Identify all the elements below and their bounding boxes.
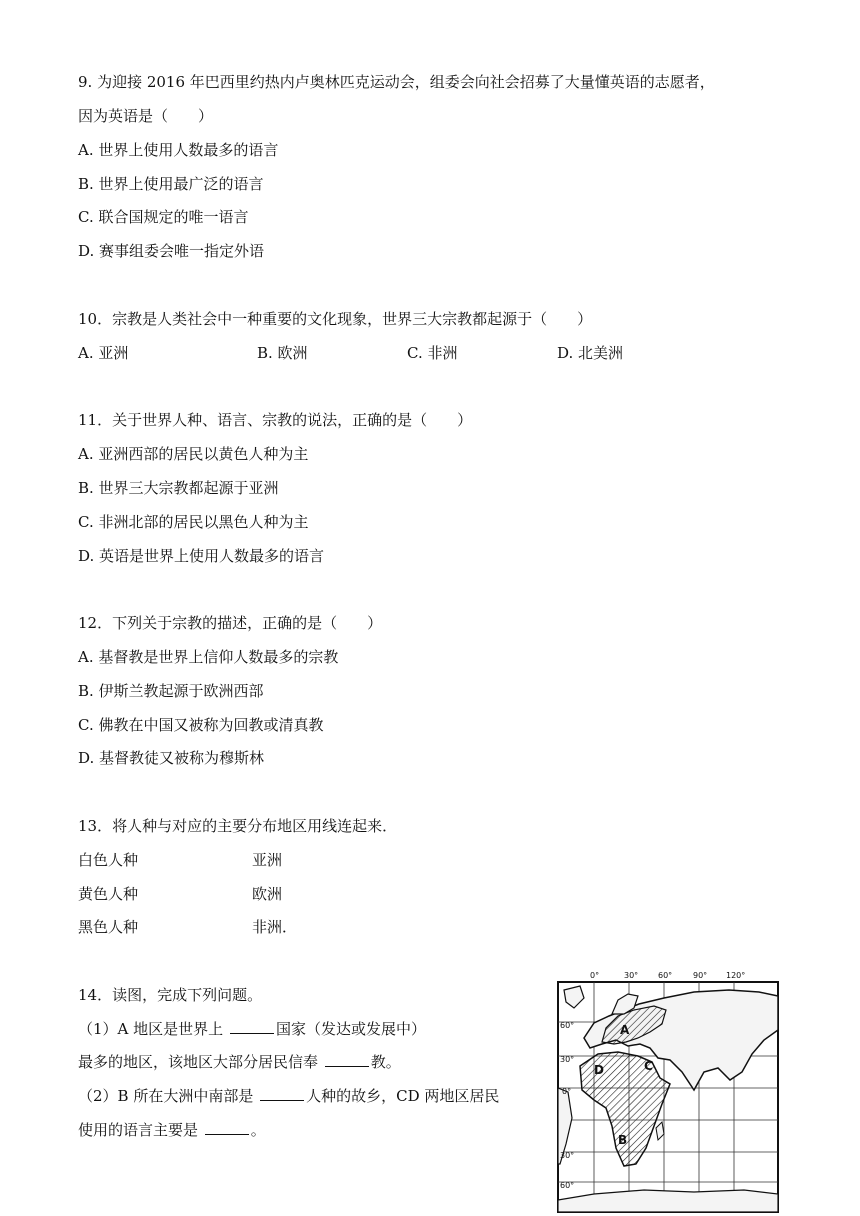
lon-label-120: 120° <box>726 971 746 980</box>
q12-option-c: C. 佛教在中国又被称为回教或清真教 <box>78 716 324 734</box>
q11-option-c: C. 非洲北部的居民以黑色人种为主 <box>78 513 309 531</box>
map-label-b: B <box>618 1133 628 1147</box>
lon-label-90: 90° <box>693 971 708 980</box>
q13-region-africa: 非洲． <box>252 918 298 936</box>
q14-part1-line2 <box>78 1052 401 1072</box>
q14-blank-2[interactable] <box>325 1052 369 1067</box>
q14-p2-text-c: 使用的语言主要是 <box>78 1121 199 1139</box>
q13-race-yellow: 黄色人种 <box>78 885 139 903</box>
q14-part2-line1 <box>78 1086 499 1106</box>
lat-label-60n: 60° <box>560 1021 575 1030</box>
q14-stem: 14．读图，完成下列问题。 <box>78 986 263 1004</box>
q13-race-black: 黑色人种 <box>78 918 139 936</box>
q11-option-a: A. 亚洲西部的居民以黄色人种为主 <box>78 445 309 463</box>
q11-option-b: B. 世界三大宗教都起源于亚洲 <box>78 479 279 497</box>
lat-label-0: 0° <box>562 1087 572 1096</box>
q9-option-a: A. 世界上使用人数最多的语言 <box>78 141 279 159</box>
q13-race-white: 白色人种 <box>78 851 139 869</box>
lat-label-30s: 30° <box>560 1151 575 1160</box>
q14-blank-3[interactable] <box>260 1086 304 1101</box>
q14-p1-text-b: 国家（发达或发展中） <box>275 1020 426 1038</box>
q10-option-c: C. 非洲 <box>407 344 458 362</box>
q9-option-b: B. 世界上使用最广泛的语言 <box>78 175 264 193</box>
lon-label-0: 0° <box>590 971 600 980</box>
q12-option-d: D. 基督教徒又被称为穆斯林 <box>78 749 265 767</box>
q12-option-b: B. 伊斯兰教起源于欧洲西部 <box>78 682 264 700</box>
q13-region-asia: 亚洲 <box>252 851 283 869</box>
q14-blank-1[interactable] <box>230 1019 274 1034</box>
q13-stem: 13．将人种与对应的主要分布地区用线连起来． <box>78 817 398 835</box>
q9-option-d: D. 赛事组委会唯一指定外语 <box>78 242 265 260</box>
q14-p2-text-a: （2）B 所在大洲中南部是 <box>78 1087 254 1105</box>
lon-label-30: 30° <box>624 971 639 980</box>
q14-p2-text-b: 人种的故乡，CD 两地区居民 <box>306 1087 500 1105</box>
q14-part1-line1 <box>78 1019 426 1039</box>
world-map-figure <box>554 968 782 1216</box>
q14-p1-text-a: （1）A 地区是世界上 <box>78 1020 224 1038</box>
map-label-a: A <box>620 1023 630 1037</box>
q9-stem-line1: 9. 为迎接 2016 年巴西里约热内卢奥林匹克运动会，组委会向社会招募了大量懂英语的志愿者， <box>78 73 715 91</box>
q10-stem: 10．宗教是人类社会中一种重要的文化现象，世界三大宗教都起源于（ ） <box>78 310 593 328</box>
q14-p1-text-d: 教。 <box>370 1053 401 1071</box>
q10-option-a: A. 亚洲 <box>78 344 129 362</box>
lon-label-60: 60° <box>658 971 673 980</box>
q9-option-c: C. 联合国规定的唯一语言 <box>78 208 249 226</box>
q14-p2-text-d: 。 <box>250 1121 266 1139</box>
lat-label-30n: 30° <box>560 1055 575 1064</box>
map-label-c: C <box>644 1059 653 1073</box>
q12-option-a: A. 基督教是世界上信仰人数最多的宗教 <box>78 648 339 666</box>
q10-option-b: B. 欧洲 <box>257 344 308 362</box>
q11-stem: 11．关于世界人种、语言、宗教的说法，正确的是（ ） <box>78 411 473 429</box>
q14-blank-4[interactable] <box>205 1120 249 1135</box>
q9-stem-line2: 因为英语是（ ） <box>78 107 214 125</box>
q10-option-d: D. 北美洲 <box>557 344 624 362</box>
q13-region-europe: 欧洲 <box>252 885 283 903</box>
q14-p1-text-c: 最多的地区，该地区大部分居民信奉 <box>78 1053 319 1071</box>
q12-stem: 12．下列关于宗教的描述，正确的是（ ） <box>78 614 383 632</box>
q14-part2-line2 <box>78 1120 266 1140</box>
lat-label-60s: 60° <box>560 1181 575 1190</box>
q11-option-d: D. 英语是世界上使用人数最多的语言 <box>78 547 325 565</box>
map-label-d: D <box>594 1063 604 1077</box>
